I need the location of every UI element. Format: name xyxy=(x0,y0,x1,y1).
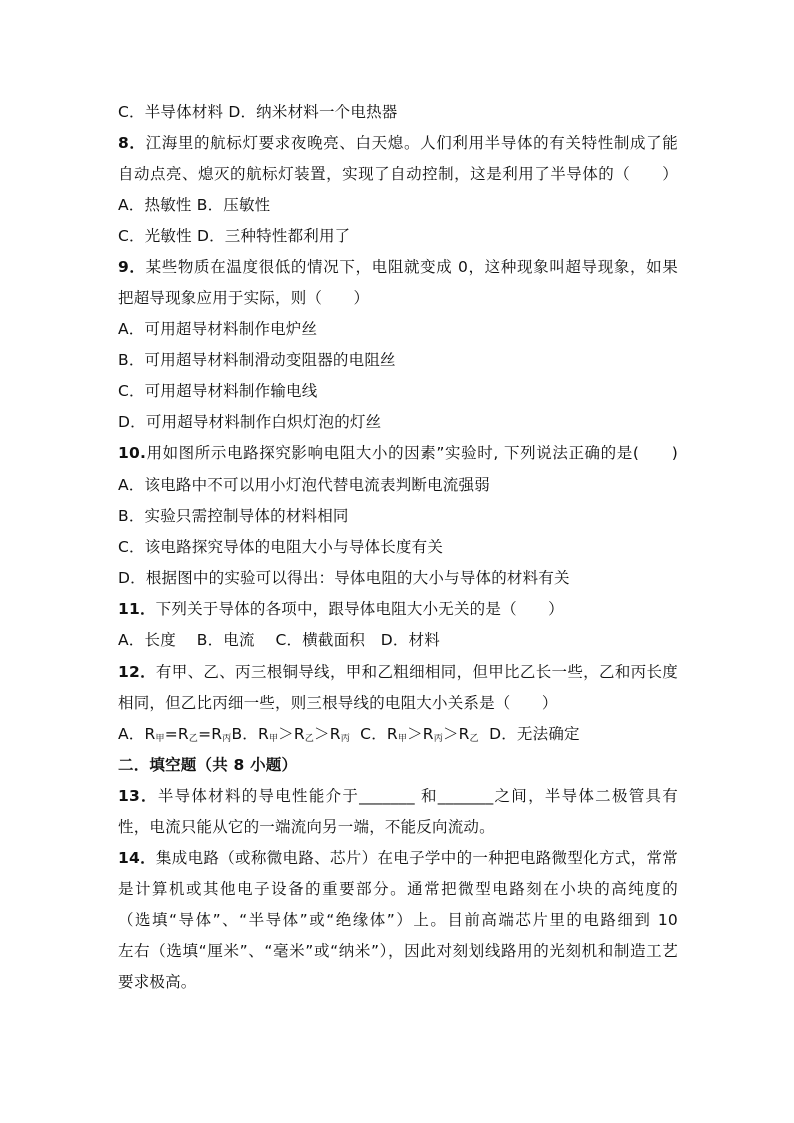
q12-option-d: D．无法确定 xyxy=(489,725,580,743)
text-line: 性，电流只能从它的一端流向另一端，不能反向流动。 xyxy=(118,818,495,836)
q13-stem-line1 xyxy=(118,785,678,807)
question-number: 11． xyxy=(118,600,156,618)
text-line: 相同，但乙比丙细一些，则三根导线的电阻大小关系是（ ） xyxy=(118,694,558,712)
question-number: 9． xyxy=(118,258,146,276)
subscript: 丙 xyxy=(222,734,232,744)
text-line: 有甲、乙、丙三根铜导线，甲和乙粗细相同，但甲比乙长一些，乙和丙长度 xyxy=(155,663,678,681)
option-text: ＞R xyxy=(442,725,470,743)
q9-stem-line2 xyxy=(118,287,678,309)
q13-stem-line2 xyxy=(118,816,678,838)
q9-stem-line1 xyxy=(118,256,678,278)
option-text: =R xyxy=(198,725,223,743)
question-number: 10. xyxy=(118,444,147,462)
text-line: D．根据图中的实验可以得出：导体电阻的大小与导体的材料有关 xyxy=(118,569,570,587)
text-line: 半导体材料的导电性能介于_______ 和_______之间，半导体二极管具有 xyxy=(157,787,678,805)
q9-option-b xyxy=(118,349,678,371)
q14-stem-line2 xyxy=(118,878,678,900)
section-title: 二．填空题（共 8 小题） xyxy=(118,756,298,774)
subscript: 乙 xyxy=(304,734,315,744)
q7-options-cd xyxy=(118,101,678,123)
text-line: 自动点亮、熄灭的航标灯装置，实现了自动控制，这是利用了半导体的（ ） xyxy=(118,165,678,183)
text-line: （选填“导体”、“半导体”或“绝缘体”）上。目前高端芯片里的电路细到 10 xyxy=(118,911,678,929)
q10-stem xyxy=(118,442,678,464)
q10-option-c xyxy=(118,536,678,558)
q9-option-c xyxy=(118,380,678,402)
q12-options xyxy=(118,723,678,750)
text-line: 某些物质在温度很低的情况下，电阻就变成 0，这种现象叫超导现象，如果 xyxy=(145,258,679,276)
text-line: 左右（选填“厘米”、“毫米”或“纳米”），因此对刻划线路用的光刻机和制造工艺 xyxy=(118,942,678,960)
text-line: 是计算机或其他电子设备的重要部分。通常把微型电路刻在小块的高纯度的 xyxy=(118,880,678,898)
q9-option-d xyxy=(118,411,678,433)
text-line: A．该电路中不可以用小灯泡代替电流表判断电流强弱 xyxy=(118,476,490,494)
q12-option-b xyxy=(231,725,349,743)
text-line: C．可用超导材料制作输电线 xyxy=(118,382,318,400)
subscript: 乙 xyxy=(469,734,479,744)
option-text: =R xyxy=(164,725,189,743)
text-line: A．长度 B．电流 C．横截面积 D．材料 xyxy=(118,631,440,649)
option-label: C．R xyxy=(360,725,398,743)
q10-option-b xyxy=(118,505,678,527)
question-number: 8． xyxy=(118,134,146,152)
text-line: A．热敏性 B．压敏性 xyxy=(118,196,271,214)
question-number: 14． xyxy=(118,849,156,867)
subscript: 乙 xyxy=(188,734,199,744)
text-line: B．可用超导材料制滑动变阻器的电阻丝 xyxy=(118,351,396,369)
q14-stem-line4 xyxy=(118,940,678,962)
subscript: 丙 xyxy=(433,734,443,744)
text-line: 集成电路（或称微电路、芯片）在电子学中的一种把电路微型化方式，常常 xyxy=(155,849,678,867)
text-line: 要求极高。 xyxy=(118,973,197,991)
option-label: B．R xyxy=(231,725,269,743)
text-line: 把超导现象应用于实际，则（ ） xyxy=(118,289,370,307)
question-number: 13． xyxy=(118,787,158,805)
question-number: 12． xyxy=(118,663,156,681)
text-line: C．光敏性 D．三种特性都利用了 xyxy=(118,227,351,245)
text-line: 江海里的航标灯要求夜晚亮、白天熄。人们利用半导体的有关特性制成了能 xyxy=(145,134,679,152)
text-line: D．可用超导材料制作白炽灯泡的灯丝 xyxy=(118,413,382,431)
q8-options-cd xyxy=(118,225,678,247)
q9-option-a xyxy=(118,318,678,340)
q14-stem-line3 xyxy=(118,909,678,931)
subscript: 甲 xyxy=(397,734,408,744)
q11-options xyxy=(118,629,678,651)
text-line: B．实验只需控制导体的材料相同 xyxy=(118,507,349,525)
q8-options-ab xyxy=(118,194,678,216)
q12-stem-line1 xyxy=(118,661,678,683)
q11-stem xyxy=(118,598,678,620)
q10-option-d xyxy=(118,567,678,589)
q12-option-a xyxy=(118,725,231,743)
subscript: 丙 xyxy=(340,734,350,744)
section-heading-fill-blank xyxy=(118,754,678,776)
option-text: ＞R xyxy=(278,725,305,743)
subscript: 甲 xyxy=(268,734,279,744)
q14-stem-line1 xyxy=(118,847,678,869)
option-label: A．R xyxy=(118,725,156,743)
q12-stem-line2 xyxy=(118,692,678,714)
q14-stem-line5 xyxy=(118,971,678,993)
text-line: 用如图所示电路探究影响电阻大小的因素”实验时, 下列说法正确的是( ) xyxy=(146,444,678,462)
text-line: C．半导体材料 D．纳米材料一个电热器 xyxy=(118,103,398,121)
q8-stem-line1 xyxy=(118,132,678,154)
q8-stem-line2 xyxy=(118,163,678,185)
q10-option-a xyxy=(118,474,678,496)
subscript: 甲 xyxy=(155,734,165,744)
option-text: ＞R xyxy=(407,725,434,743)
option-text: ＞R xyxy=(314,725,341,743)
text-line: 下列关于导体的各项中，跟导体电阻大小无关的是（ ） xyxy=(155,600,564,618)
text-line: C．该电路探究导体的电阻大小与导体长度有关 xyxy=(118,538,444,556)
q12-option-c xyxy=(360,725,479,743)
text-line: A．可用超导材料制作电炉丝 xyxy=(118,320,318,338)
